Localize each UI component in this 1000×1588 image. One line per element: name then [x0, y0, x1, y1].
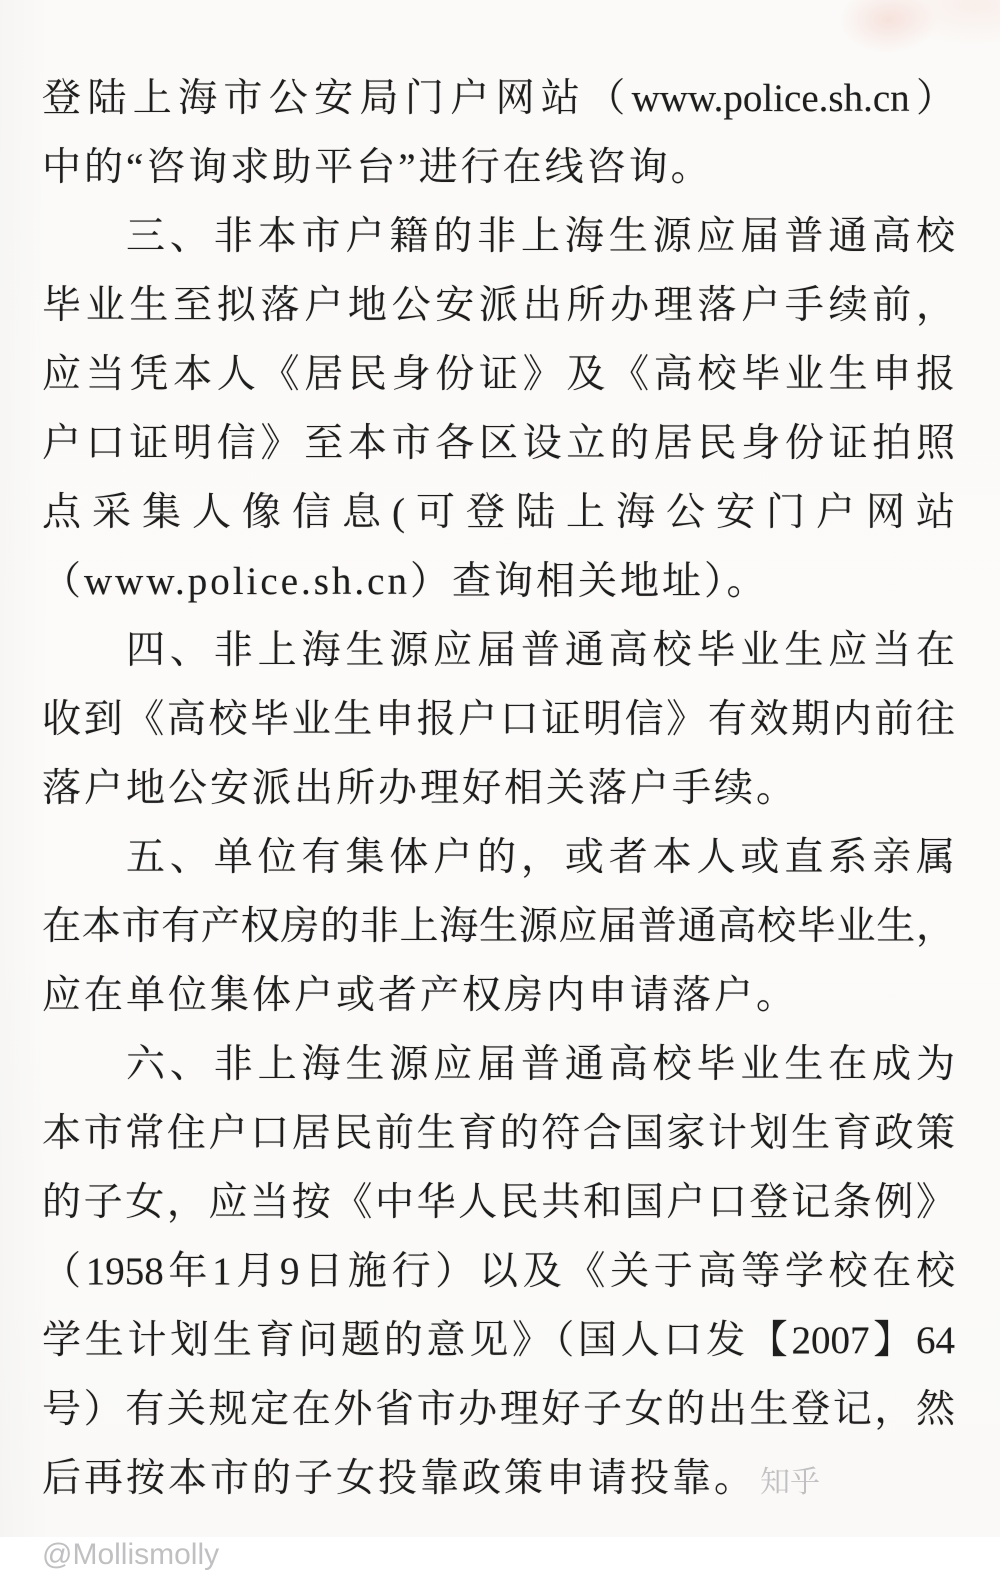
text-line: 登陆上海市公安局门户网站（www.police.sh.cn）	[42, 77, 955, 120]
text-line: 学生计划生育问题的意见》（国人口发【2007】64	[42, 1319, 955, 1362]
zhihu-watermark: 知乎 @Mollismolly	[42, 1466, 821, 1571]
text-line: （1958年1月9日施行）以及《关于高等学校在校	[42, 1250, 955, 1293]
text-line: 户口证明信》至本市各区设立的居民身份证拍照	[42, 422, 955, 465]
text-line: 落户地公安派出所办理好相关落户手续。	[42, 767, 799, 810]
text-line: 号）有关规定在外省市办理好子女的出生登记，然	[42, 1388, 955, 1431]
text-line: 应当凭本人《居民身份证》及《高校毕业生申报	[42, 353, 955, 396]
text-line: 四、非上海生源应届普通高校毕业生应当在	[126, 629, 955, 672]
text-line: 三、非本市户籍的非上海生源应届普通高校	[126, 215, 955, 258]
text-line: 毕业生至拟落户地公安派出所办理落户手续前，	[42, 284, 955, 327]
text-line: 点采集人像信息(可登陆上海公安门户网站	[42, 491, 955, 534]
text-line: 在本市有产权房的非上海生源应届普通高校毕业生，	[42, 905, 955, 948]
text-line: 收到《高校毕业生申报户口证明信》有效期内前往	[42, 698, 955, 741]
text-line: 中的“咨询求助平台”进行在线咨询。	[42, 146, 713, 189]
text-line: 六、非上海生源应届普通高校毕业生在成为	[126, 1043, 955, 1086]
text-line-text: 后再按本市的子女投靠政策申请投靠。	[42, 1457, 757, 1500]
text-line: 五、单位有集体户的，或者本人或直系亲属	[126, 836, 955, 879]
text-line: （www.police.sh.cn）查询相关地址）。	[42, 560, 769, 603]
text-line	[42, 1444, 955, 1571]
text-line: 的子女，应当按《中华人民共和国户口登记条例》	[42, 1181, 955, 1224]
text-line: 本市常住户口居民前生育的符合国家计划生育政策	[42, 1112, 955, 1155]
text-line: 应在单位集体户或者产权房内申请落户。	[42, 974, 799, 1017]
